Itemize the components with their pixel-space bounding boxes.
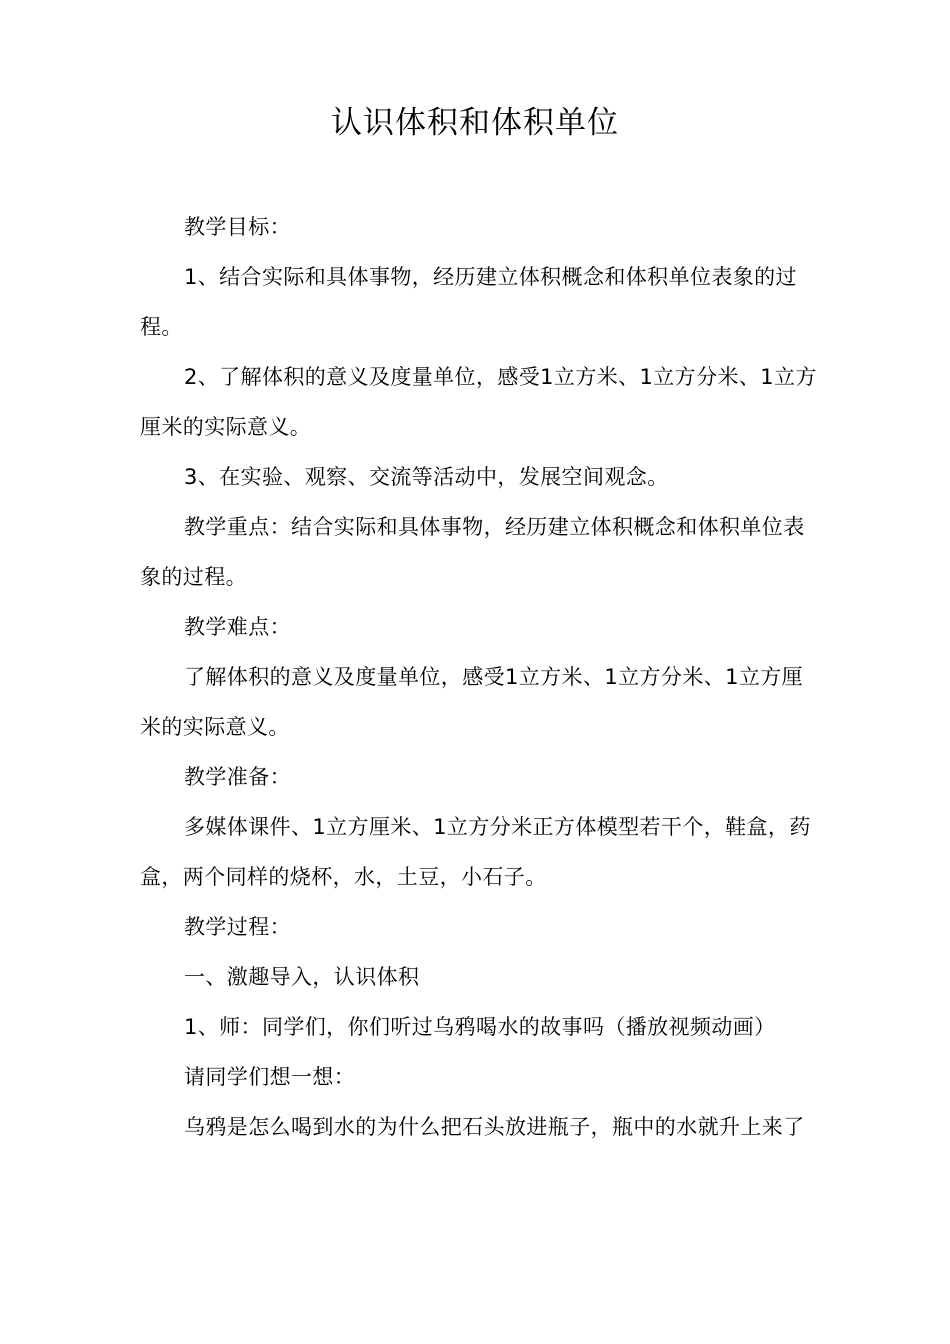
- paragraph-teacher-question: 1、师：同学们，你们听过乌鸦喝水的故事吗（播放视频动画）: [184, 1015, 776, 1039]
- paragraph-goal-3: 3、在实验、观察、交流等活动中，发展空间观念。: [184, 465, 669, 489]
- paragraph-teaching-goals-heading: 教学目标：: [184, 215, 291, 239]
- paragraph-goal-1: 1、结合实际和具体事物，经历建立体积概念和体积单位表象的过程。: [140, 265, 797, 339]
- paragraph-preparation-heading: 教学准备：: [184, 765, 291, 789]
- paragraph-crow-question: 乌鸦是怎么喝到水的为什么把石头放进瓶子，瓶中的水就升上来了: [184, 1115, 805, 1139]
- paragraph-section-1-heading: 一、激趣导入，认识体积: [184, 965, 420, 989]
- paragraph-difficulty-heading: 教学难点：: [184, 615, 291, 639]
- paragraph-preparation: 多媒体课件、1立方厘米、1立方分米正方体模型若干个，鞋盒，药盒，两个同样的烧杯，水，土豆，小石子。: [140, 815, 811, 889]
- paragraph-goal-2: 2、了解体积的意义及度量单位，感受1立方米、1立方分米、1立方厘米的实际意义。: [140, 365, 817, 439]
- paragraph-think-prompt: 请同学们想一想：: [184, 1065, 356, 1089]
- paragraph-difficulty: 了解体积的意义及度量单位，感受1立方米、1立方分米、1立方厘米的实际意义。: [140, 665, 804, 739]
- document-body: [140, 202, 820, 1152]
- paragraph-key-point: 教学重点：结合实际和具体事物，经历建立体积概念和体积单位表象的过程。: [140, 515, 805, 589]
- document-title: 认识体积和体积单位: [331, 105, 619, 141]
- paragraph-process-heading: 教学过程：: [184, 915, 291, 939]
